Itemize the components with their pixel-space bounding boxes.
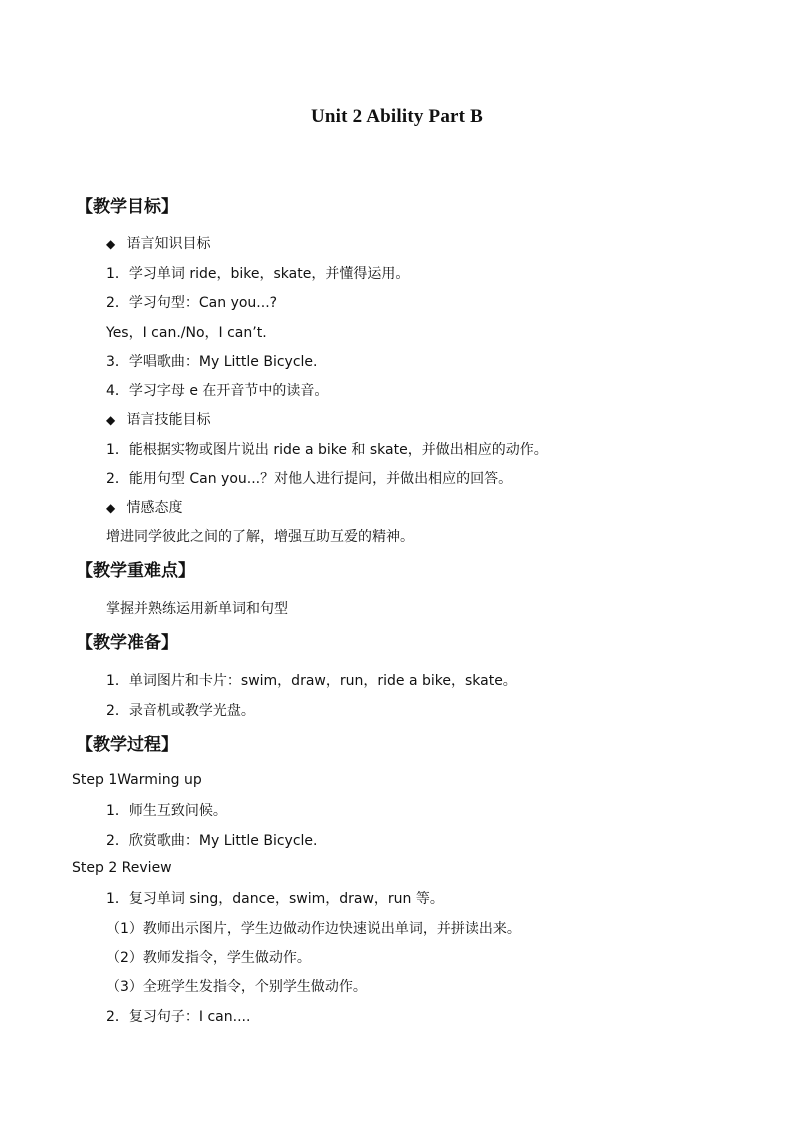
goal-line-5: 4．学习字母 e 在开音节中的读音。 [106,383,329,399]
diamond-icon: ◆ [106,501,116,515]
step2-line-2: （1）教师出示图片，学生边做动作边快速说出单词，并拼读出来。 [106,921,521,937]
step-1-label: Step 1Warming up [72,772,202,788]
step1-line-2: 2．欣赏歌曲：My Little Bicycle. [106,833,318,849]
prep-line-1: 1．单词图片和卡片：swim，draw，run，ride a bike，skate。 [106,673,517,689]
step2-line-5: 2．复习句子：I can.... [106,1009,251,1025]
step2-line-1: 1．复习单词 sing，dance，swim，draw，run 等。 [106,891,444,907]
subheading-attitude [106,497,182,517]
diamond-icon: ◆ [106,413,116,427]
goal-line-1: 1．学习单词 ride，bike，skate，并懂得运用。 [106,266,410,282]
step-2-label: Step 2 Review [72,860,172,876]
subheading-language-knowledge [106,233,210,253]
step2-line-3: （2）教师发指令，学生做动作。 [106,950,311,966]
prep-line-2: 2．录音机或教学光盘。 [106,703,255,719]
heading-process: 【教学过程】 [76,735,178,755]
goal-line-8: 增进同学彼此之间的了解，增强互助互爱的精神。 [106,529,414,545]
diamond-icon: ◆ [106,237,116,251]
goal-line-3: Yes，I can./No，I can’t. [106,325,267,341]
step2-line-4: （3）全班学生发指令，个别学生做动作。 [106,979,367,995]
goal-line-7: 2．能用句型 Can you...？对他人进行提问，并做出相应的回答。 [106,471,513,487]
step1-line-1: 1．师生互致问候。 [106,803,227,819]
heading-key-points: 【教学重难点】 [76,561,195,581]
heading-preparation: 【教学准备】 [76,633,178,653]
subheading-language-skills [106,409,210,429]
subheading-label: 语言技能目标 [126,412,211,428]
page-title: Unit 2 Ability Part B [310,106,484,127]
goal-line-6: 1．能根据实物或图片说出 ride a bike 和 skate，并做出相应的动作。 [106,442,548,458]
goal-line-2: 2．学习句型：Can you...? [106,295,278,311]
subheading-label: 语言知识目标 [126,236,211,252]
heading-teaching-goals: 【教学目标】 [76,197,178,217]
key-line-1: 掌握并熟练运用新单词和句型 [106,601,288,617]
goal-line-4: 3．学唱歌曲：My Little Bicycle. [106,354,318,370]
subheading-label: 情感态度 [126,500,183,516]
